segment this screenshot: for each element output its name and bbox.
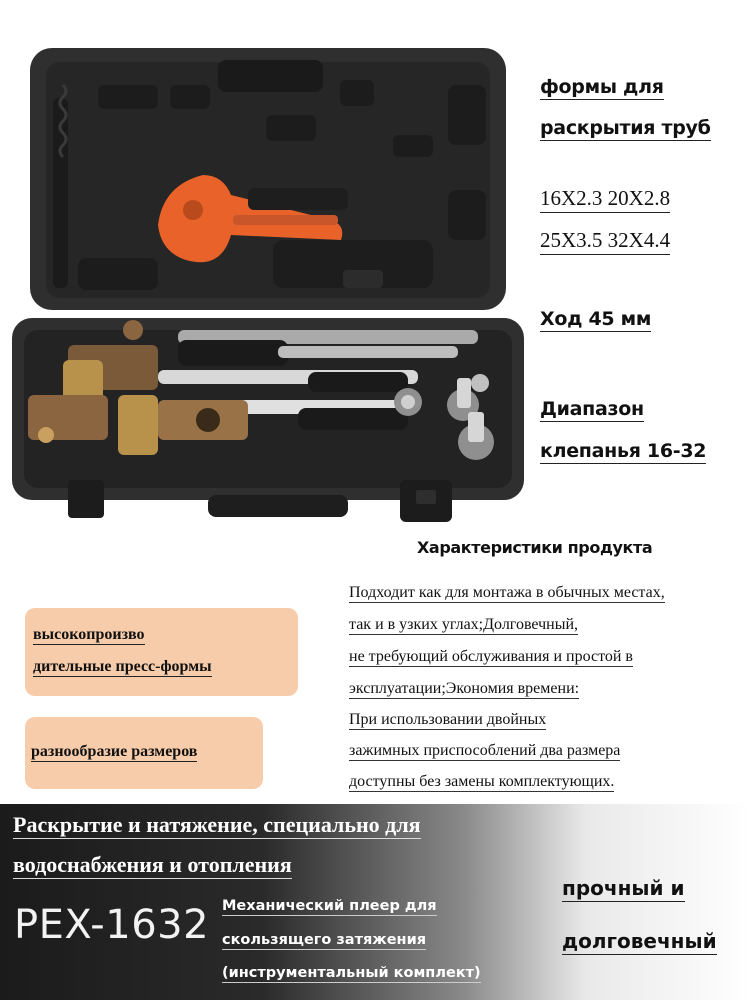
size-variety-box <box>25 717 263 789</box>
desc-line-3: не требующий обслуживания и простой в <box>349 648 633 665</box>
range-line1: Диапазон <box>540 398 644 420</box>
mech-line1: Механический плеер для <box>222 898 437 914</box>
desc-line-6: зажимных приспособлений два размера <box>349 742 621 759</box>
stroke-spec: Ход 45 мм <box>540 308 652 330</box>
durable-line2: долговечный <box>562 929 717 953</box>
case-lid <box>30 48 506 310</box>
desc-line-1: Подходит как для монтажа в обычных местах, <box>349 584 665 601</box>
sizes-row-1: 16X2.3 20X2.8 <box>540 186 670 213</box>
model-number: PEX-1632 <box>14 902 210 948</box>
press-forms-box <box>25 608 298 696</box>
durable-line1: прочный и <box>562 876 685 900</box>
press-forms-line2: дительные пресс-формы <box>33 658 212 675</box>
desc-line-2: так и в узких углах;Долговечный, <box>349 616 579 633</box>
banner-headline-line2: водоснабжения и отопления <box>13 852 292 877</box>
mech-line3: (инструментальный комплект) <box>222 965 481 981</box>
forms-title-line1: формы для <box>540 76 664 98</box>
press-forms-line1: высокопроизво <box>33 626 145 643</box>
characteristics-heading: Характеристики продукта <box>417 538 653 557</box>
range-line2: клепанья 16-32 <box>540 440 707 462</box>
banner-headline-line1: Раскрытие и натяжение, специально для <box>13 812 421 837</box>
forms-title-line2: раскрытия труб <box>540 117 711 139</box>
sizes-row-2: 25X3.5 32X4.4 <box>540 228 670 255</box>
size-variety-label: разнообразие размеров <box>31 743 198 760</box>
desc-line-5: При использовании двойных <box>349 711 547 728</box>
desc-line-7: доступны без замены комплектующих. <box>349 773 615 790</box>
mech-line2: скользящего затяжения <box>222 932 427 948</box>
tool-case-image <box>8 40 532 530</box>
desc-line-4: эксплуатации;Экономия времени: <box>349 680 580 697</box>
